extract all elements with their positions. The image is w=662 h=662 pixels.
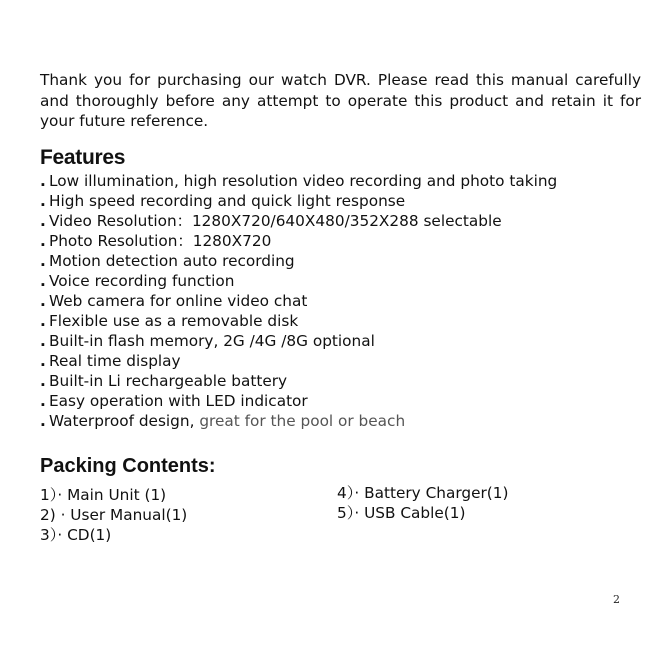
bullet-icon: . (40, 232, 46, 250)
bullet-icon: . (40, 372, 46, 390)
feature-item (40, 271, 557, 291)
feature-text: Voice recording function (49, 272, 235, 290)
page-number: 2 (613, 593, 620, 606)
features-heading: Features (40, 146, 126, 169)
feature-item (40, 371, 557, 391)
feature-text: Real time display (49, 352, 181, 370)
feature-item (40, 391, 557, 411)
bullet-icon: . (40, 292, 46, 310)
feature-item (40, 411, 557, 431)
bullet-icon: . (40, 172, 46, 190)
feature-item (40, 291, 557, 311)
feature-item (40, 311, 557, 331)
feature-text: Built-in flash memory, 2G /4G /8G optional (49, 332, 375, 350)
bullet-icon: . (40, 392, 46, 410)
features-list (40, 171, 557, 431)
bullet-icon: . (40, 192, 46, 210)
feature-item (40, 191, 557, 211)
feature-item (40, 231, 557, 251)
feature-text: High speed recording and quick light response (49, 192, 406, 210)
packing-list-right (337, 483, 508, 523)
packing-item: 2) · User Manual(1) (40, 506, 188, 524)
bullet-icon: . (40, 352, 46, 370)
feature-text: Motion detection auto recording (49, 252, 295, 270)
feature-item (40, 211, 557, 231)
feature-text: Low illumination, high resolution video recording and photo taking (49, 172, 558, 190)
packing-heading: Packing Contents: (40, 455, 216, 477)
bullet-icon: . (40, 332, 46, 350)
packing-item: 5）· USB Cable(1) (337, 504, 466, 522)
bullet-icon: . (40, 252, 46, 270)
intro-paragraph: Thank you for purchasing our watch DVR. Please read this manual carefully and thoroughly before any attempt to operate this product and retain it for your future reference. (40, 71, 641, 130)
feature-text: Easy operation with LED indicator (49, 392, 308, 410)
feature-text: Photo Resolution：1280X720 (49, 232, 272, 250)
feature-text-muted: great for the pool or beach (199, 412, 406, 430)
packing-list-left (40, 485, 187, 545)
feature-item (40, 331, 557, 351)
bullet-icon: . (40, 272, 46, 290)
bullet-icon: . (40, 312, 46, 330)
packing-item: 1）· Main Unit (1) (40, 486, 167, 504)
feature-item (40, 351, 557, 371)
feature-text: Flexible use as a removable disk (49, 312, 299, 330)
feature-item (40, 251, 557, 271)
packing-item: 3）· CD(1) (40, 526, 112, 544)
bullet-icon: . (40, 412, 46, 430)
bullet-icon: . (40, 212, 46, 230)
packing-item: 4）· Battery Charger(1) (337, 484, 509, 502)
feature-text: Built-in Li rechargeable battery (49, 372, 288, 390)
feature-item (40, 171, 557, 191)
feature-text: Web camera for online video chat (49, 292, 308, 310)
feature-text: Video Resolution：1280X720/640X480/352X288 selectable (49, 212, 502, 230)
feature-text: Waterproof design, (49, 412, 200, 430)
